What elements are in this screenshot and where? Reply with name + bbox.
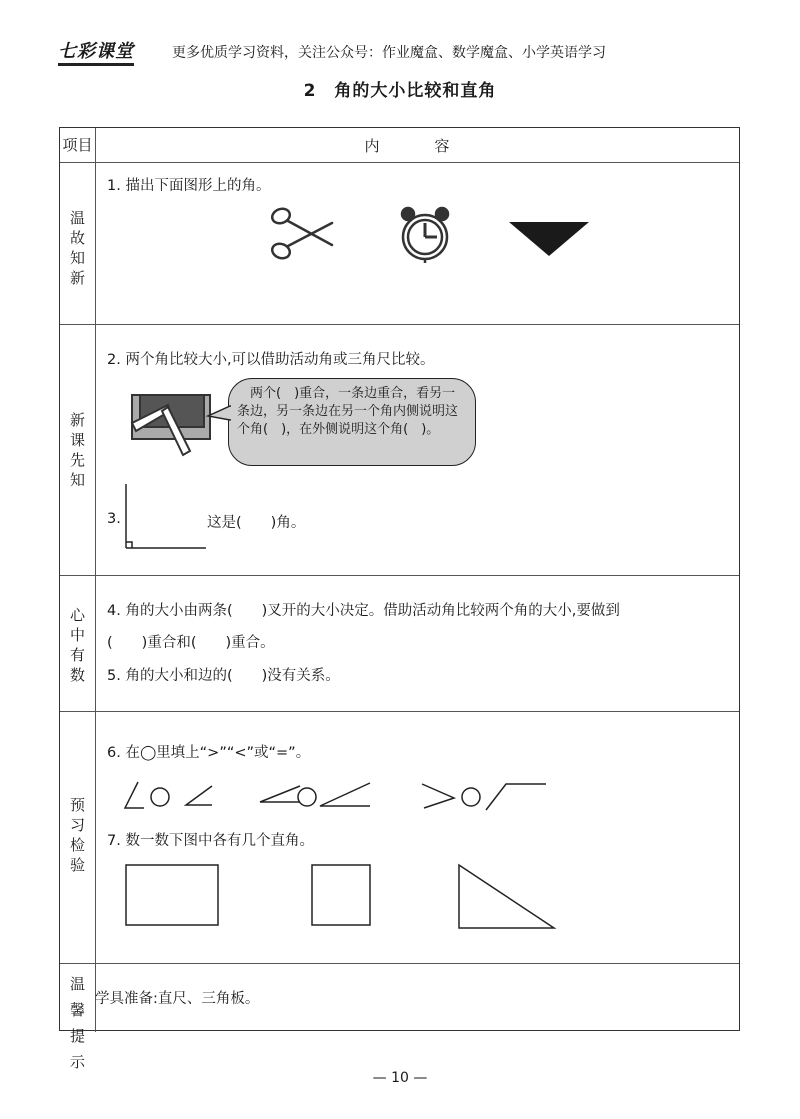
- scissors-icon: [268, 205, 336, 263]
- question-7: 7. 数一数下图中各有几个直角。: [107, 833, 314, 849]
- tips-text: 学具准备:直尺、三角板。: [95, 991, 260, 1007]
- header-col-project: 项目: [62, 136, 93, 154]
- right-angle-figure: [122, 484, 208, 552]
- table-header-row: [60, 128, 739, 163]
- alarm-clock-icon: [395, 205, 455, 265]
- section-label-self-check: 预习检验: [69, 796, 85, 874]
- section-label-key-points: 心中有数: [69, 606, 85, 684]
- section-key-points: [60, 575, 739, 712]
- question-2: 2. 两个角比较大小,可以借助活动角或三角尺比较。: [107, 352, 435, 368]
- movable-angle-tool-icon: [130, 393, 215, 463]
- section-label-tips: 温馨提示: [69, 975, 85, 1071]
- section-label-preview: 新课先知: [69, 411, 85, 489]
- compare-angles-figures: [120, 780, 560, 814]
- question-3: 这是( )角。: [207, 515, 306, 531]
- bubble-pointer: [208, 404, 232, 424]
- triangle-shape: [509, 222, 589, 258]
- question-5: 5. 角的大小和边的( )没有关系。: [107, 668, 340, 684]
- question-6: 6. 在◯里填上“>”“<”或“=”。: [107, 745, 311, 761]
- publisher-logo: 七彩课堂: [58, 42, 134, 66]
- hint-bubble: 两个( )重合，一条边重合，看另一条边，另一条边在另一个角内侧说明这个角( )，在外侧说明这个角( )。: [228, 378, 476, 466]
- question-4: 4. 角的大小由两条( )叉开的大小决定。借助活动角比较两个角的大小,要做到: [107, 603, 620, 619]
- page-number: — 10 —: [372, 1070, 428, 1086]
- count-right-angles-figures: [124, 862, 559, 930]
- header-col-content: 内 容: [364, 137, 470, 155]
- section-tips: [60, 963, 739, 1071]
- question-4-continued: ( )重合和( )重合。: [107, 635, 275, 651]
- question-1: 1. 描出下面图形上的角。: [107, 178, 271, 194]
- header-note: 更多优质学习资料，关注公众号：作业魔盒、数学魔盒、小学英语学习: [172, 45, 606, 61]
- section-label-review: 温故知新: [69, 209, 85, 287]
- question-3-number: 3.: [107, 511, 121, 527]
- page-title: 2 角的大小比较和直角: [303, 81, 497, 101]
